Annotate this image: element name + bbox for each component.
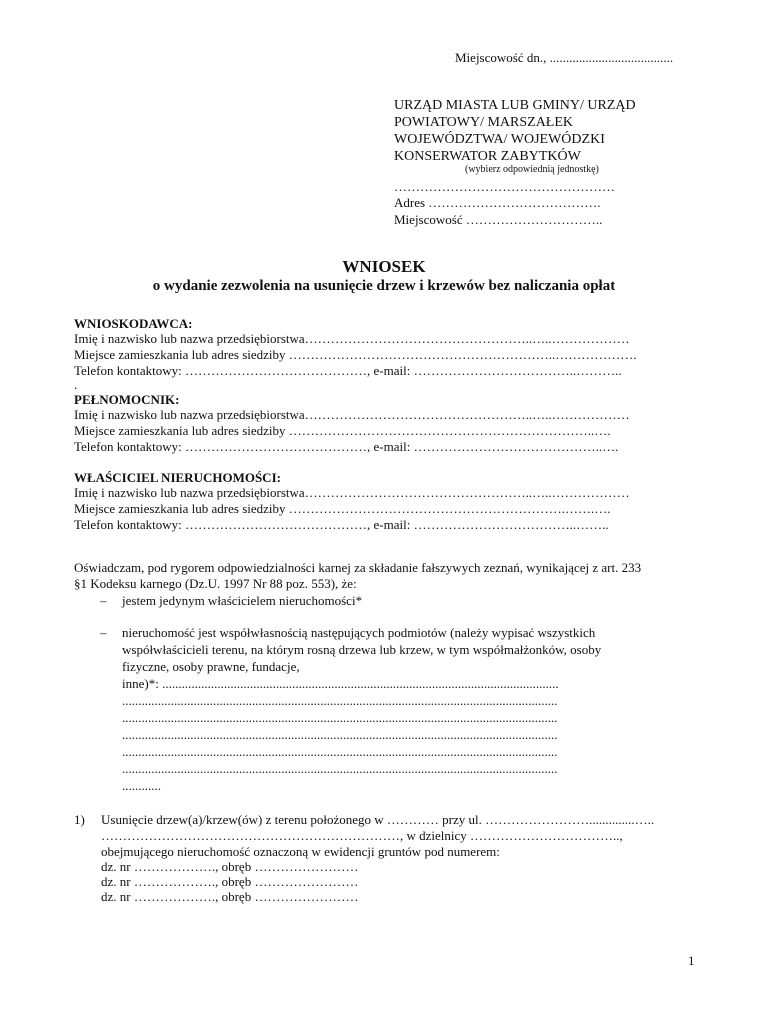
office-line-3: WOJEWÓDZTWA/ WOJEWÓDZKI: [394, 132, 605, 147]
option-1-dash: –: [100, 593, 107, 608]
parcel-line: dz. nr ………………., obręb ……………………: [101, 859, 359, 874]
dotted-line: ......................................................................................................................................: [122, 727, 558, 742]
applicant-phone: Telefon kontaktowy: ……………………………………, e-mail: ………………………………..………..: [74, 363, 622, 378]
proxy-phone: Telefon kontaktowy: ……………………………………, e-mail: ……………………………………..….: [74, 439, 619, 454]
dotted-line: ......................................................................................................................................: [122, 744, 558, 759]
option-co-owners-inne: inne)*: ..........................................................................................................................: [122, 676, 559, 691]
proxy-heading: PEŁNOMOCNIK:: [74, 392, 180, 407]
applicant-address: Miejsce zamieszkania lub adres siedziby ……………………………………………………..……………….: [74, 347, 637, 362]
owner-address: Miejsce zamieszkania lub adres siedziby ……………………………………………………….…….….: [74, 501, 611, 516]
page-number: 1: [688, 953, 695, 968]
dotted-line: ......................................................................................................................................: [122, 761, 558, 776]
place-date-line: Miejscowość dn., ......................................: [455, 50, 674, 65]
section-1-line-2: ……………………………………………………………, w dzielnicy ……………………………..,: [101, 828, 623, 843]
owner-name: Imię i nazwisko lub nazwa przedsiębiorstwa……………………………………………..…..………………: [74, 485, 630, 500]
parcel-line: dz. nr ………………., obręb ……………………: [101, 874, 359, 889]
section-1-line-3: obejmującego nieruchomość oznaczoną w ewidencji gruntów pod numerem:: [101, 844, 500, 859]
option-co-owners-line-1: nieruchomość jest współwłasnością następujących podmiotów (należy wypisać wszystkich: [122, 625, 596, 640]
dotted-line-end: ............: [122, 778, 161, 793]
address-line: Adres ………………………………….: [394, 195, 601, 210]
office-line-4: KONSERWATOR ZABYTKÓW: [394, 149, 581, 164]
option-2-dash: –: [100, 625, 107, 640]
office-line-1: URZĄD MIASTA LUB GMINY/ URZĄD: [394, 98, 636, 113]
office-blank: ……………………………………………: [394, 179, 615, 194]
section-1-number: 1): [74, 812, 85, 827]
option-co-owners-line-2: współwłaścicieli terenu, na którym rosną drzewa lub krzew, w tym współmałżonków, osoby: [122, 642, 602, 657]
dotted-line: ......................................................................................................................................: [122, 710, 558, 725]
parcel-line: dz. nr ………………., obręb ……………………: [101, 889, 359, 904]
owner-phone: Telefon kontaktowy: ……………………………………, e-mail: ………………………………..……..: [74, 517, 609, 532]
section-1-line-1: Usunięcie drzew(a)/krzew(ów) z terenu położonego w ………… przy ul. ……………………..............…..: [101, 812, 655, 827]
dotted-line: ......................................................................................................................................: [122, 693, 558, 708]
proxy-name: Imię i nazwisko lub nazwa przedsiębiorstwa……………………………………………..…..………………: [74, 407, 630, 422]
declaration-line-1: Oświadczam, pod rygorem odpowiedzialności karnej za składanie fałszywych zeznań, wynikającej z art. 233: [74, 560, 642, 575]
applicant-stray-dot: .: [74, 377, 78, 392]
applicant-heading: WNIOSKODAWCA:: [74, 316, 193, 331]
office-hint: (wybierz odpowiednią jednostkę): [465, 164, 599, 175]
office-line-2: POWIATOWY/ MARSZAŁEK: [394, 115, 574, 130]
declaration-line-2: §1 Kodeksu karnego (Dz.U. 1997 Nr 88 poz. 553), że:: [74, 576, 357, 591]
option-co-owners-line-3: fizyczne, osoby prawne, fundacje,: [122, 659, 300, 674]
owner-heading: WŁAŚCICIEL NIERUCHOMOŚCI:: [74, 470, 281, 485]
option-sole-owner: jestem jedynym właścicielem nieruchomości*: [122, 593, 363, 608]
proxy-address: Miejsce zamieszkania lub adres siedziby ……………………………………………………………..….: [74, 423, 611, 438]
applicant-name: Imię i nazwisko lub nazwa przedsiębiorstwa……………………………………………..…..………………: [74, 331, 630, 346]
document-subtitle: o wydanie zezwolenia na usunięcie drzew i krzewów bez naliczania opłat: [152, 278, 616, 294]
document-title: WNIOSEK: [342, 257, 426, 276]
place-line: Miejscowość …………………………..: [394, 212, 603, 227]
